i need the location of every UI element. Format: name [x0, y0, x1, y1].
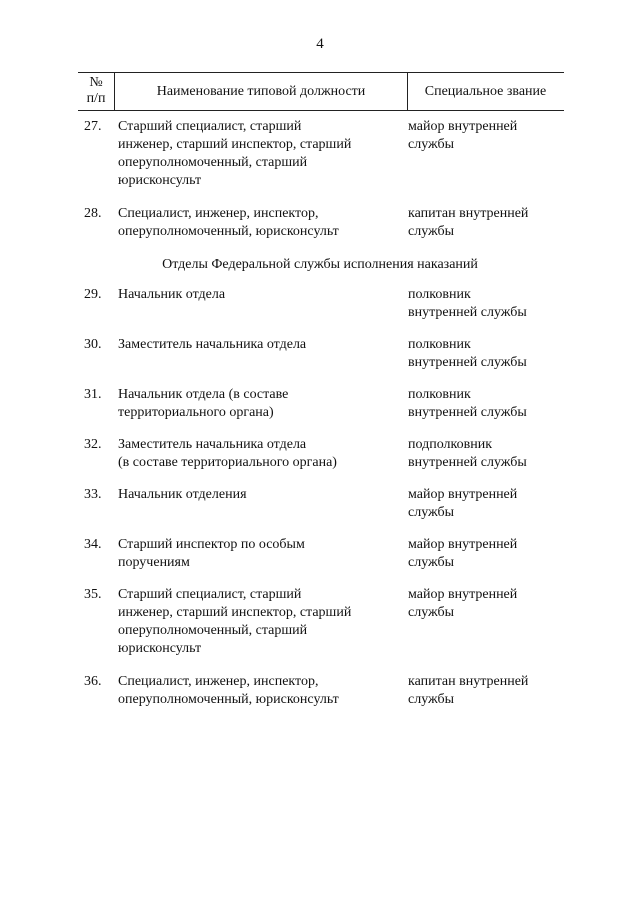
- position-name-line: Начальник отделения: [118, 487, 247, 502]
- special-rank-line: майор внутренней: [408, 537, 518, 552]
- header-number-column: [78, 73, 114, 112]
- row-number: 31.: [84, 387, 102, 402]
- position-name-line: (в составе территориального органа): [118, 455, 337, 470]
- row-number: 29.: [84, 287, 102, 302]
- special-rank-line: майор внутренней: [408, 587, 518, 602]
- special-rank-line: службы: [408, 555, 455, 570]
- position-name-line: Начальник отдела: [118, 287, 226, 302]
- special-rank-line: службы: [408, 605, 455, 620]
- position-name-line: Старший инспектор по особым: [118, 537, 305, 552]
- special-rank: [408, 436, 564, 472]
- row-number: 35.: [84, 587, 102, 602]
- row-number: 30.: [84, 337, 102, 352]
- position-name-line: оперуполномоченный, старший: [118, 155, 308, 170]
- position-name: [118, 205, 398, 241]
- special-rank-line: майор внутренней: [408, 487, 518, 502]
- position-name-line: юрисконсульт: [118, 173, 202, 188]
- position-name-line: поручениям: [118, 555, 190, 570]
- special-rank: [408, 286, 564, 322]
- position-name-line: Старший специалист, старший: [118, 119, 302, 134]
- position-name: [118, 436, 398, 472]
- position-name-line: Специалист, инженер, инспектор,: [118, 206, 319, 221]
- position-name-line: Специалист, инженер, инспектор,: [118, 674, 319, 689]
- row-number: 36.: [84, 674, 102, 689]
- header-number-abbrev: п/п: [86, 91, 106, 106]
- position-name-line: оперуполномоченный, старший: [118, 623, 308, 638]
- row-number: 32.: [84, 437, 102, 452]
- position-name: [118, 386, 398, 422]
- row-number: 28.: [84, 206, 102, 221]
- special-rank: [408, 486, 564, 522]
- header-position-name: Наименование типовой должности: [114, 73, 408, 110]
- special-rank-line: капитан внутренней: [408, 674, 529, 689]
- special-rank: [408, 386, 564, 422]
- position-name-line: Начальник отдела (в составе: [118, 387, 289, 402]
- special-rank-line: майор внутренней: [408, 119, 518, 134]
- special-rank-line: полковник: [408, 387, 471, 402]
- position-name-line: Заместитель начальника отдела: [118, 437, 307, 452]
- special-rank-line: внутренней службы: [408, 305, 527, 320]
- position-name: [118, 286, 398, 304]
- header-number-sign: №: [89, 75, 103, 90]
- position-name-line: Старший специалист, старший: [118, 587, 302, 602]
- position-name-line: юрисконсульт: [118, 641, 202, 656]
- special-rank: [408, 336, 564, 372]
- page-number: 4: [316, 36, 324, 52]
- position-name: [118, 486, 398, 504]
- row-number: 27.: [84, 119, 102, 134]
- special-rank-line: внутренней службы: [408, 455, 527, 470]
- table-header: [78, 72, 564, 111]
- row-number: 33.: [84, 487, 102, 502]
- special-rank-line: службы: [408, 137, 455, 152]
- position-name-line: оперуполномоченный, юрисконсульт: [118, 224, 339, 239]
- special-rank: [408, 586, 564, 622]
- special-rank-line: полковник: [408, 287, 471, 302]
- position-name: [118, 336, 398, 354]
- special-rank-line: внутренней службы: [408, 405, 527, 420]
- position-name-line: инженер, старший инспектор, старший: [118, 137, 352, 152]
- position-name: [118, 118, 398, 190]
- section-heading: Отделы Федеральной службы исполнения наказаний: [162, 257, 478, 272]
- position-name-line: территориального органа): [118, 405, 274, 420]
- header-special-rank: Специальное звание: [424, 84, 547, 99]
- special-rank-line: службы: [408, 224, 455, 239]
- position-name: [118, 536, 398, 572]
- position-name-line: инженер, старший инспектор, старший: [118, 605, 352, 620]
- row-number: 34.: [84, 537, 102, 552]
- position-name: [118, 586, 398, 658]
- special-rank: [408, 536, 564, 572]
- special-rank: [408, 118, 564, 154]
- special-rank: [408, 673, 564, 709]
- special-rank-line: службы: [408, 505, 455, 520]
- special-rank-line: подполковник: [408, 437, 492, 452]
- special-rank: [408, 205, 564, 241]
- special-rank-line: внутренней службы: [408, 355, 527, 370]
- special-rank-line: службы: [408, 692, 455, 707]
- special-rank-line: капитан внутренней: [408, 206, 529, 221]
- position-name: [118, 673, 398, 709]
- special-rank-line: полковник: [408, 337, 471, 352]
- position-name-line: Заместитель начальника отдела: [118, 337, 307, 352]
- position-name-line: оперуполномоченный, юрисконсульт: [118, 692, 339, 707]
